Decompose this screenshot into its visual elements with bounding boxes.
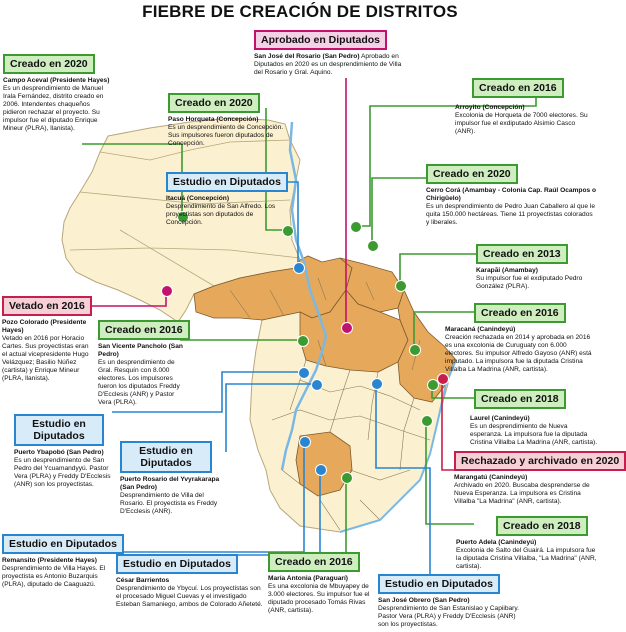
connector-cerro-cora xyxy=(372,178,430,244)
district-name: César Barrientos xyxy=(116,577,170,584)
district-name: San José Obrero (San Pedro) xyxy=(378,597,470,604)
district-name: Maracaná (Canindeyú) xyxy=(445,326,516,333)
card-arroyito xyxy=(455,101,595,136)
district-name: Campo Aceval (Presidente Hayes) xyxy=(3,77,110,84)
card-marangatu xyxy=(454,451,620,506)
district-desc: Desprendimiento de San Estanislao y Capiibary. Pastor Vera (PLRA) y Freddy D'Ecclesis (ANR) son los proyectistas. xyxy=(378,605,519,628)
marker-san-vicente[interactable] xyxy=(297,335,309,347)
card-itacua xyxy=(166,172,281,227)
district-name: Pozo Colorado (Presidente Hayes) xyxy=(2,319,87,334)
district-name: Arroyito (Concepción) xyxy=(455,104,525,111)
district-desc: Desprendimiento de Ybycuí. Los proyectistas son el procesado Miguel Cuevas y el investigado Esteban Samaniego, ambos de Colorado Añeteté. xyxy=(116,585,263,608)
district-name: Marangatú (Canindeyú) xyxy=(454,474,528,481)
status-badge: Rechazado y archivado en 2020 xyxy=(454,451,626,471)
district-desc: Desprendimiento de Villa Hayes. El proyectista es Antonio Buzarquis (PLRA), diputado de Caaguazú. xyxy=(2,565,106,588)
status-badge: Creado en 2016 xyxy=(98,320,190,340)
marker-pozo-colorado[interactable] xyxy=(161,285,173,297)
district-name: Cerro Corá (Amambay - Colonia Cap. Raúl Ocampos o Chirigüelo) xyxy=(426,187,597,202)
card-puerto-ybapobo xyxy=(14,414,118,489)
card-laurel-header xyxy=(474,389,598,409)
district-desc: Es un desprendimiento de Gral. Resquín con 8.000 electores. Los impulsores fueron los diputados Freddy D'Ecclesis (ANR) y Pastor Vera (PLRA). xyxy=(98,359,180,406)
card-pozo-colorado xyxy=(2,296,94,383)
marker-san-jose-rosario[interactable] xyxy=(341,322,353,334)
status-badge: Creado en 2016 xyxy=(268,552,360,572)
marker-itacua[interactable] xyxy=(293,262,305,274)
card-maracana-header xyxy=(474,303,598,323)
district-desc: Excolonia de Salto del Guairá. La impulsora fue la diputada Cristina Villalba, "La Madrina" (ANR, cartista). xyxy=(456,547,597,570)
district-name: San José del Rosario (San Pedro) xyxy=(254,53,360,60)
status-badge: Creado en 2020 xyxy=(168,93,260,113)
district-name: María Antonia (Paraguarí) xyxy=(268,575,348,582)
district-name: Puerto Ybapobó (San Pedro) xyxy=(14,449,104,456)
district-desc: Es un desprendimiento de San Pedro del Ycuamandyyú. Pastor Vera (PLRA) y Freddy D'Ecclesis (ANR) son los proyectistas. xyxy=(14,457,111,488)
card-maria-antonia xyxy=(268,552,372,615)
connector-karapai xyxy=(400,254,478,284)
status-badge: Creado en 2013 xyxy=(476,244,568,264)
status-badge: Creado en 2020 xyxy=(426,164,518,184)
card-puerto-adela xyxy=(456,536,598,571)
marker-remansito[interactable] xyxy=(299,436,311,448)
card-puerto-rosario xyxy=(120,441,224,516)
district-desc: Desprendimiento de Villa del Rosario. El proyectista es Freddy D'Ecclesis (ANR). xyxy=(120,492,218,515)
card-puerto-adela-header xyxy=(496,516,596,536)
card-campo-aceval xyxy=(3,54,111,133)
district-desc: Vetado en 2016 por Horacio Cartes. Sus proyectistas eran el actual vicepresidente Hugo Velázquez; Basilio Núñez (cartista) y Enrique Mineur (PLRA, llanista). xyxy=(2,335,89,382)
district-name: Karapãi (Amambay) xyxy=(476,267,538,274)
district-desc: Es un desprendimiento de Concepción. Sus impulsores fueron diputados de Concepción. xyxy=(168,124,284,147)
card-paso-horqueta xyxy=(168,93,286,148)
status-badge: Estudio en Diputados xyxy=(166,172,288,192)
card-cerro-cora xyxy=(426,164,596,227)
district-name: Itacuá (Concepción) xyxy=(166,195,230,202)
card-cesar-barrientos xyxy=(116,554,266,609)
district-name: Puerto Rosario del Yvyrakarapa (San Pedro) xyxy=(120,476,220,491)
district-name: San Vicente Pancholo (San Pedro) xyxy=(98,343,183,358)
status-badge: Estudio en Diputados xyxy=(378,574,500,594)
status-badge: Estudio en Diputados xyxy=(14,414,104,446)
district-desc: Es una excolonia de Mbuyapey de 3.000 electores. Su impulsor fue el diputado procesado Tomás Rivas (ANR, cartista). xyxy=(268,583,370,614)
status-badge: Estudio en Diputados xyxy=(2,534,124,554)
page-title: FIEBRE DE CREACIÓN DE DISTRITOS xyxy=(142,2,458,21)
card-san-jose-obrero xyxy=(378,574,522,629)
status-badge: Creado en 2018 xyxy=(474,389,566,409)
status-badge: Estudio en Diputados xyxy=(120,441,212,473)
marker-puerto-rosario[interactable] xyxy=(311,379,323,391)
district-desc: Creación rechazada en 2014 y aprobada en 2016 es una excolonia de Curuguaty con 6.000 electores. Su impulsor Alfredo Gayoso (ANR) está imputado. La impulsora fue la diputada Cristina Villalba La Madrina (ANR, cartista). xyxy=(445,334,592,373)
district-desc: Su impulsor fue el exdiputado Pedro González (PLRA). xyxy=(476,275,583,290)
card-maracana xyxy=(445,323,597,374)
district-desc: Excolonia de Horqueta de 7000 electores. Su impulsor fue el exdiputado Alsimio Casco (ANR). xyxy=(455,112,588,135)
card-san-jose-rosario xyxy=(254,30,404,77)
marker-puerto-adela[interactable] xyxy=(421,415,433,427)
marker-paso-horqueta[interactable] xyxy=(282,225,294,237)
card-san-vicente xyxy=(98,320,184,407)
district-name: Laurel (Canindeyú) xyxy=(470,415,530,422)
marker-maracana[interactable] xyxy=(409,344,421,356)
status-badge: Estudio en Diputados xyxy=(116,554,238,574)
marker-puerto-ybapobo[interactable] xyxy=(298,367,310,379)
card-laurel xyxy=(470,412,598,447)
marker-san-jose-obrero[interactable] xyxy=(371,378,383,390)
marker-cerro-cora[interactable] xyxy=(367,240,379,252)
status-badge: Creado en 2020 xyxy=(3,54,95,74)
district-desc: Es un desprendimiento de Nueva esperanza. La impulsora fue la diputada Cristina Villalba La Madrina (ANR, cartista). xyxy=(470,423,598,446)
status-badge: Creado en 2018 xyxy=(496,516,588,536)
card-remansito xyxy=(2,534,117,589)
marker-karapai[interactable] xyxy=(395,280,407,292)
status-badge: Creado en 2016 xyxy=(474,303,566,323)
status-badge: Creado en 2016 xyxy=(472,78,564,98)
marker-arroyito[interactable] xyxy=(350,221,362,233)
district-desc: Es un desprendimiento de Manuel Irala Fernández, distrito creado en 2006. Intendentes chaqueños pidieron rechazar el proyecto. Su impulsor fue el diputado Enrique Mineur (PLRA), llanista). xyxy=(3,85,104,132)
marker-maria-antonia[interactable] xyxy=(341,472,353,484)
card-arroyito-header xyxy=(472,78,596,98)
card-karapai xyxy=(476,244,596,291)
district-desc: Es un desprendimiento de Pedro Juan Caballero al que le quita 150.000 hectáreas. Tiene 11 proyectistas colorados y liberales. xyxy=(426,203,595,226)
district-name: Paso Horqueta (Concepción) xyxy=(168,116,259,123)
status-badge: Vetado en 2016 xyxy=(2,296,92,316)
status-badge: Aprobado en Diputados xyxy=(254,30,387,50)
district-name: Remansito (Presidente Hayes) xyxy=(2,557,97,564)
marker-marangatu[interactable] xyxy=(437,373,449,385)
district-name: Puerto Adela (Canindeyú) xyxy=(456,539,537,546)
marker-cesar-barrientos[interactable] xyxy=(315,464,327,476)
district-desc: Archivado en 2020. Buscaba desprenderse de Nueva Esperanza. La impulsora es Cristina Villalba "La Madrina" (ANR, cartista). xyxy=(454,482,590,505)
district-desc: Aprobado en Diputados en 2020 es un desprendimiento de Villa del Rosario y Gral. Aquino. xyxy=(254,53,402,76)
district-desc: Desprendimiento de San Alfredo. Los proyectistas son diputados de Concepción. xyxy=(166,203,276,226)
